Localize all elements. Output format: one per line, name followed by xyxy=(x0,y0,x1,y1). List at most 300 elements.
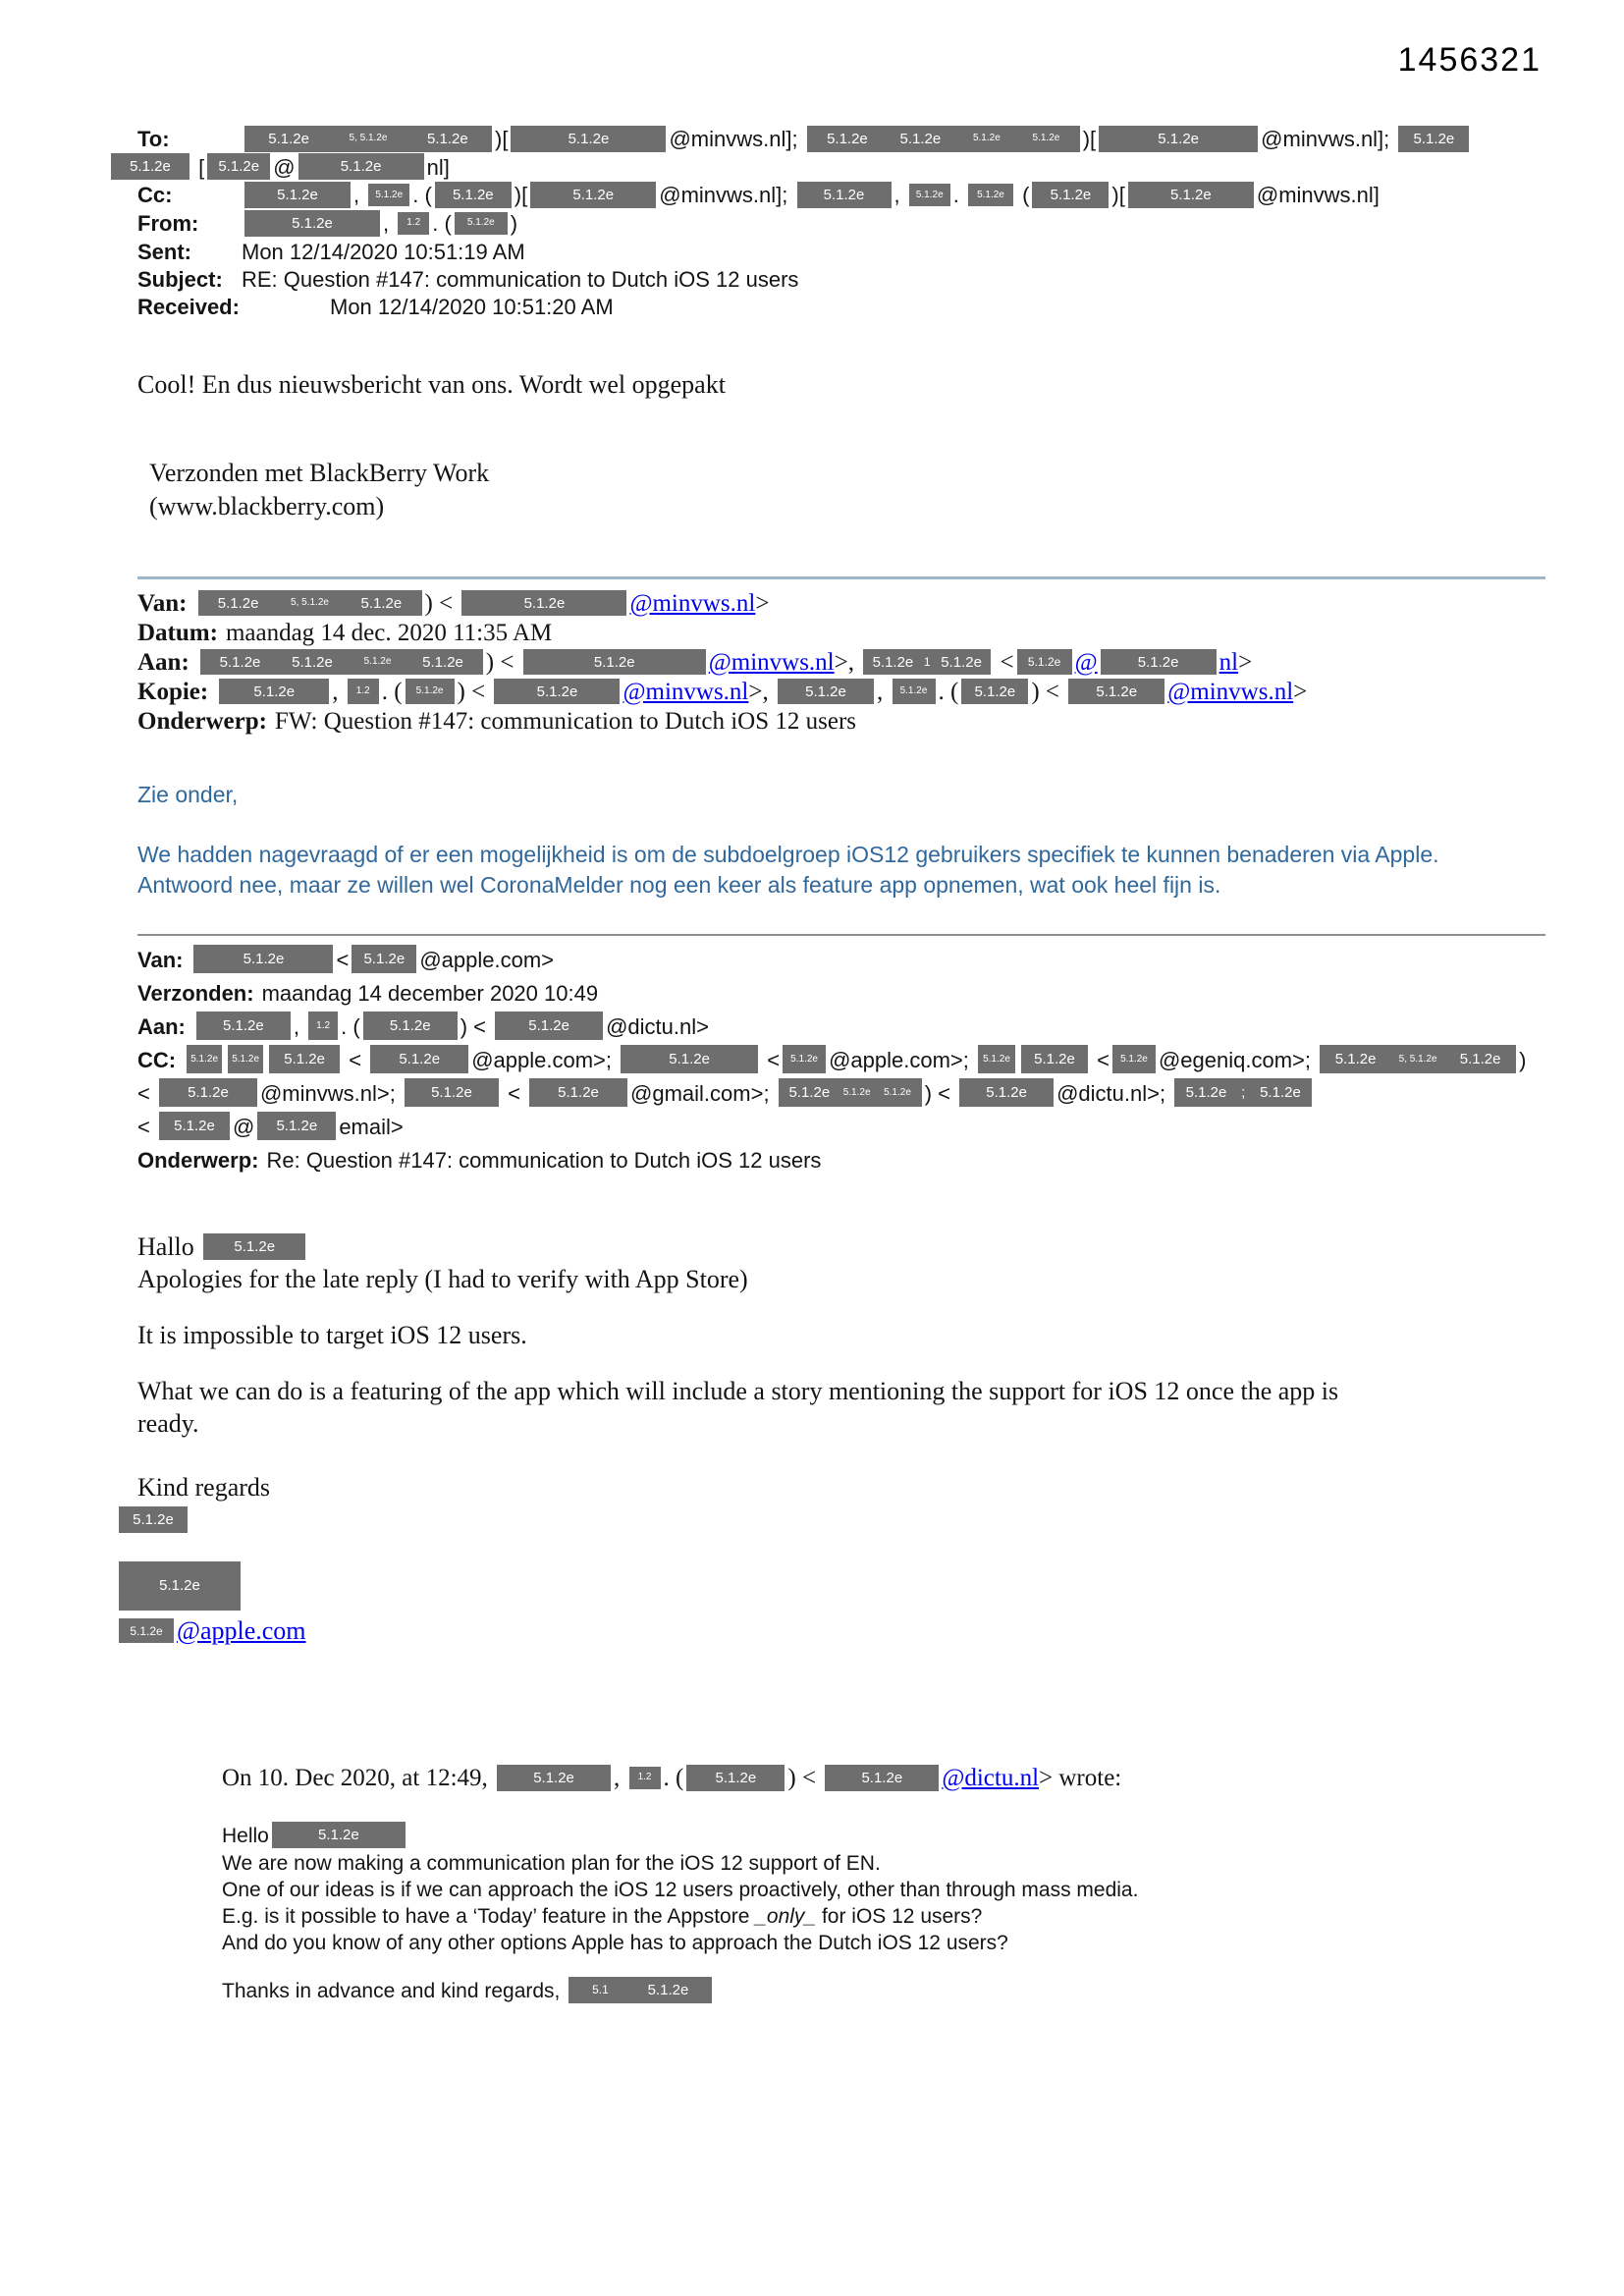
redaction-box xyxy=(435,182,512,208)
redaction-box xyxy=(825,1765,939,1791)
text-run: @dictu.nl> xyxy=(606,1013,709,1039)
redaction-box xyxy=(1021,1045,1088,1073)
redaction-label: 5.1.2e xyxy=(1413,130,1455,147)
redaction-label: 5.1.2e xyxy=(427,130,468,147)
greeting: Zie onder, xyxy=(137,781,239,807)
redaction-label: 5.1.2e xyxy=(415,685,444,697)
signature-line: Verzonden met BlackBerry Work xyxy=(149,458,490,487)
page-number: 1456321 xyxy=(1397,41,1542,79)
redaction-box xyxy=(1128,182,1254,208)
redaction-box xyxy=(968,184,1013,206)
text-run: @ xyxy=(232,1114,255,1139)
redaction-label: 1.2 xyxy=(406,217,421,229)
redaction-label: 5.1.2e xyxy=(977,189,1004,200)
email-link[interactable]: @minvws.nl xyxy=(623,678,749,705)
redaction-label: 5.1.2e xyxy=(558,1084,599,1102)
text-run: @minvws.nl]; xyxy=(659,183,794,208)
header-row-from xyxy=(137,210,1545,239)
header-field-label: Cc: xyxy=(137,183,173,208)
header-row-received xyxy=(137,294,1545,321)
text-run: ( xyxy=(1015,183,1030,208)
redaction-box xyxy=(1032,182,1109,208)
header-field-value xyxy=(242,210,1545,239)
redaction-box xyxy=(1174,1078,1312,1107)
text-run: , xyxy=(332,678,345,705)
redaction-label: 5.1.2e xyxy=(827,130,868,147)
redaction-box xyxy=(909,184,950,206)
paragraph-line xyxy=(222,1850,1545,1877)
text-run: > xyxy=(755,589,770,617)
redaction-label: 5.1.2e xyxy=(972,133,1001,144)
redaction-box xyxy=(207,153,270,180)
redaction-box xyxy=(1068,679,1164,704)
redaction-label: 5.1.2e xyxy=(1459,1051,1501,1068)
redaction-label: 5.1.2e xyxy=(223,1017,264,1035)
header-field-label: Verzonden: xyxy=(137,980,254,1006)
blackberry-signature xyxy=(149,457,1545,523)
redaction-label: 5.1.2e xyxy=(159,1577,200,1595)
paragraph-line xyxy=(222,1978,1545,2005)
text-run: )[ xyxy=(495,127,509,151)
redaction-label: 5.1.2e xyxy=(452,187,494,204)
redaction-label: 5.1.2e xyxy=(188,1084,229,1102)
quote-body xyxy=(222,1823,1545,2005)
redaction-box xyxy=(370,1045,468,1073)
redaction-box xyxy=(269,1045,340,1073)
text-run: One of our ideas is if we can approach the iOS 12 users proactively, other than through mass media. xyxy=(222,1878,1139,1901)
redaction-box xyxy=(530,182,656,208)
header-field-value xyxy=(242,126,1545,154)
header-field-value xyxy=(242,239,1545,266)
redaction-label: 5.1.2e xyxy=(318,1826,359,1843)
redaction-box xyxy=(159,1078,257,1107)
redaction-box xyxy=(455,212,508,235)
redaction-label: 5.1.2e xyxy=(422,653,463,671)
redaction-label: 5.1.2e xyxy=(861,1769,903,1786)
header-field-value xyxy=(226,620,552,646)
redaction-label: 5.1.2e xyxy=(340,158,382,176)
header-row-to xyxy=(137,126,1545,154)
paragraph-line xyxy=(137,1319,1545,1351)
text-run: , xyxy=(877,678,890,705)
text-run: We are now making a communication plan for the iOS 12 support of EN. xyxy=(222,1851,881,1875)
redaction-box xyxy=(405,1078,499,1107)
header-field-label: Van: xyxy=(137,947,184,972)
redaction-label: 5, 5.1.2e xyxy=(1398,1053,1437,1065)
header-field-label: Sent: xyxy=(137,239,191,264)
email-link[interactable]: @minvws.nl xyxy=(1167,678,1294,705)
redaction-box xyxy=(406,679,455,704)
header-row-verzonden xyxy=(137,977,1545,1011)
text-run: < xyxy=(336,947,350,972)
redaction-box xyxy=(219,679,329,704)
header-field-value xyxy=(216,679,1307,705)
header-row-onderwerp xyxy=(137,707,1545,737)
redaction-label: 5.1.2e xyxy=(536,683,578,700)
redaction-box xyxy=(686,1765,785,1791)
paragraph-line xyxy=(222,1823,1545,1850)
text-run: for iOS 12 users? xyxy=(816,1904,983,1928)
paragraph-line xyxy=(222,1903,1545,1930)
header-field-value xyxy=(184,1048,1526,1072)
redaction-box xyxy=(494,679,620,704)
redaction-label: 5.1.2e xyxy=(130,1623,163,1638)
redaction-label: 5.1.2e xyxy=(375,189,404,200)
text-run: nl] xyxy=(426,154,450,180)
header-field-label: CC: xyxy=(137,1047,177,1072)
header-row-to-continued xyxy=(108,154,1545,183)
header-field-value xyxy=(195,590,770,617)
email-link[interactable]: @ xyxy=(1074,648,1098,676)
email-link[interactable]: @minvws.nl xyxy=(629,589,756,617)
redaction-label: 5.1.2e xyxy=(363,656,392,668)
text-run: maandag 14 dec. 2020 11:35 AM xyxy=(225,619,553,646)
header-field-label: Aan: xyxy=(137,1013,186,1039)
header-row-sent xyxy=(137,239,1545,266)
redaction-label: 5.1.2e xyxy=(1032,133,1060,144)
header-field-label: From: xyxy=(137,211,199,237)
text-run: What we can do is a featuring of the app which will include a story mentioning the support for iOS 12 once the app is xyxy=(137,1376,1339,1405)
paragraph-line: Antwoord nee, maar ze willen wel CoronaMelder nog een keer als feature app opnemen, wat ook heel fijn is. xyxy=(137,871,1221,898)
paragraph-line xyxy=(137,1407,1545,1440)
paragraph-line xyxy=(222,1877,1545,1903)
redaction-label: 5.1.2e xyxy=(232,1053,260,1065)
email-link[interactable]: @apple.com xyxy=(177,1615,306,1645)
redaction-label: 5.1.2e xyxy=(217,594,259,612)
text-run: ) < xyxy=(457,678,492,705)
email-link[interactable]: @dictu.nl xyxy=(942,1764,1040,1791)
text-run: Apologies for the late reply (I had to verify with App Store) xyxy=(137,1264,748,1293)
redaction-box xyxy=(529,1078,627,1107)
redaction-box xyxy=(978,1045,1015,1073)
redaction-box xyxy=(1320,1045,1516,1073)
redaction-label: 5.1.2e xyxy=(568,130,610,147)
redaction-box xyxy=(257,1112,336,1140)
text-run: On 10. Dec 2020, at 12:49, xyxy=(222,1764,495,1791)
redaction-box xyxy=(807,126,1080,152)
redaction-box xyxy=(159,1112,230,1140)
redaction-box xyxy=(244,210,380,237)
paragraph-line xyxy=(137,1471,1545,1503)
redaction-box xyxy=(523,649,706,675)
redaction-box xyxy=(198,590,422,616)
redaction-box xyxy=(348,679,379,704)
redaction-box xyxy=(1099,126,1258,152)
text-run: ) < xyxy=(460,1013,493,1039)
redaction-box xyxy=(797,182,892,208)
header-row-van xyxy=(137,944,1545,977)
header-field-value xyxy=(242,294,1545,321)
redaction-label: 5.1.2e xyxy=(133,1511,174,1529)
signature-redaction xyxy=(116,1503,1545,1536)
text-run: [ xyxy=(192,154,205,180)
redaction-label: 5.1.2e xyxy=(974,683,1016,700)
signature-email xyxy=(116,1614,1545,1647)
redaction-box xyxy=(187,1045,222,1073)
header-field-label: Subject: xyxy=(137,266,223,292)
text-run: )[ xyxy=(1082,127,1097,151)
text-run: ) < xyxy=(485,648,520,676)
text-run: >, xyxy=(834,648,861,676)
redaction-box xyxy=(779,1078,922,1107)
header-row-datum xyxy=(137,619,1545,648)
redaction-label: 5.1.2e xyxy=(1050,187,1092,204)
redaction-label: 5.1.2e xyxy=(805,683,846,700)
text-run: ) < xyxy=(1031,678,1066,705)
text-run: @dictu.nl>; xyxy=(1056,1080,1172,1106)
text-run: @egeniq.com>; xyxy=(1158,1047,1318,1072)
text-run: @minvws.nl]; xyxy=(669,127,804,151)
text-run: . ( xyxy=(412,183,432,208)
text-run: < xyxy=(137,1080,156,1106)
paragraph-line xyxy=(137,1263,1545,1295)
redaction-label: ; xyxy=(1241,1084,1246,1102)
text-run: @minvws.nl]; xyxy=(1261,127,1396,151)
message-body-blue xyxy=(137,782,1545,901)
redaction-label: 5, 5.1.2e xyxy=(291,597,329,609)
redaction-label: 5.1.2e xyxy=(983,1053,1010,1065)
redaction-label: 5.1.2e xyxy=(234,1238,276,1256)
text-run: )[ xyxy=(514,183,528,208)
text-run: Kind regards xyxy=(137,1472,271,1502)
text-run: < xyxy=(343,1047,368,1072)
paragraph-line: We hadden nagevraagd of er een mogelijkheid is om de subdoelgroep iOS12 gebruikers specifiek te kunnen benaderen via Apple. xyxy=(137,841,1439,867)
redaction-box xyxy=(119,1506,188,1533)
text-run: < xyxy=(137,1114,156,1139)
header-row-cc-continued xyxy=(137,1077,1545,1111)
redaction-label: 1.2 xyxy=(355,685,370,697)
header-field-label: Van: xyxy=(137,589,188,617)
redaction-label: 5.1 xyxy=(592,1983,609,1997)
quoted-message xyxy=(222,1763,1545,2005)
text-run: ) < xyxy=(787,1764,823,1791)
text-run: @minvws.nl] xyxy=(1256,183,1380,208)
text-run: )[ xyxy=(1111,183,1125,208)
redaction-box xyxy=(1101,649,1217,675)
email-link[interactable]: nl xyxy=(1218,648,1239,676)
text-run: email> xyxy=(339,1114,404,1139)
redaction-box xyxy=(193,945,333,973)
redaction-box xyxy=(863,649,991,675)
redaction-box xyxy=(961,679,1028,704)
email-header-forward xyxy=(137,589,1545,737)
redaction-label: 5.1.2e xyxy=(1027,655,1061,670)
text-run: > wrote: xyxy=(1039,1764,1122,1791)
redaction-label: 5.1.2e xyxy=(399,1051,441,1068)
redaction-label: 5.1.2e xyxy=(389,1017,431,1035)
redaction-label: 5.1.2e xyxy=(1260,1084,1301,1102)
text-run: > xyxy=(1238,648,1253,676)
header-row-cc xyxy=(137,182,1545,210)
redaction-box xyxy=(629,1767,661,1789)
redaction-box xyxy=(778,679,874,704)
text-run: Re: Question #147: communication to Dutch iOS 12 users xyxy=(266,1147,822,1173)
redaction-label: 5.1.2e xyxy=(1170,187,1212,204)
redaction-label: 5.1.2e xyxy=(466,217,495,229)
redaction-box xyxy=(200,649,483,675)
text-run: , xyxy=(893,183,906,208)
redaction-label: 5.1.2e xyxy=(941,653,982,671)
header-field-value xyxy=(197,649,1252,676)
text-run: E.g. is it possible to have a ‘Today’ feature in the Appstore xyxy=(222,1904,756,1928)
redaction-label: 5.1.2e xyxy=(572,187,615,204)
redaction-label: 5.1.2e xyxy=(174,1118,215,1135)
text-run: >, xyxy=(748,678,775,705)
redaction-box xyxy=(511,126,666,152)
header-field-label: Aan: xyxy=(137,648,189,676)
divider xyxy=(137,934,1545,936)
redaction-box xyxy=(203,1233,305,1260)
text-run: @apple.com> xyxy=(419,947,555,972)
redaction-label: 5.1.2e xyxy=(842,1086,871,1098)
redaction-label: 5.1.2e xyxy=(790,1053,818,1065)
redaction-label: 5.1.2e xyxy=(277,187,318,204)
text-run: , xyxy=(614,1764,626,1791)
text-run: maandag 14 december 2020 10:49 xyxy=(261,980,599,1006)
redaction-box xyxy=(119,1618,174,1643)
redaction-label: 5.1.2e xyxy=(243,951,285,968)
paragraph xyxy=(137,840,1545,901)
redaction-label: 5.1.2e xyxy=(190,1053,219,1065)
text-run: , xyxy=(293,1013,306,1039)
text-run: . ( xyxy=(341,1013,360,1039)
redaction-box xyxy=(893,679,936,704)
text-run: . ( xyxy=(663,1764,684,1791)
redaction-box xyxy=(398,212,429,235)
redaction-box xyxy=(461,590,626,616)
redaction-box xyxy=(495,1011,603,1040)
redaction-label: 5.1.2e xyxy=(284,1051,325,1068)
header-row-cc-continued xyxy=(137,1111,1545,1144)
text-run: > xyxy=(1293,678,1308,705)
redaction-box xyxy=(298,153,424,180)
header-field-value xyxy=(190,948,554,972)
header-row-aan xyxy=(137,648,1545,678)
header-field-label: To: xyxy=(137,127,170,151)
redaction-label: 5.1.2e xyxy=(292,214,333,232)
redaction-label: 5.1.2e xyxy=(647,1981,689,1998)
text-run: < xyxy=(501,1080,527,1106)
redaction-label: 5.1.2e xyxy=(431,1084,472,1102)
redaction-label: 5.1.2e xyxy=(218,158,260,176)
redaction-label: 5.1.2e xyxy=(823,187,865,204)
redaction-label: 5.1.2e xyxy=(292,653,333,671)
header-field-value xyxy=(193,1014,709,1039)
message-body-top xyxy=(137,370,1545,400)
redaction-box xyxy=(308,1011,338,1040)
redaction-box xyxy=(119,1561,241,1611)
text-run: , xyxy=(353,183,366,208)
redaction-box xyxy=(1017,649,1072,675)
text-run: Mon 12/14/2020 10:51:20 AM xyxy=(330,294,614,319)
redaction-box xyxy=(196,1011,291,1040)
text-run: ) < xyxy=(424,589,460,617)
quote-intro-line xyxy=(222,1763,1545,1793)
header-field-label: Received: xyxy=(137,294,240,319)
header-field-value xyxy=(242,266,1545,294)
redaction-box xyxy=(1112,1045,1156,1073)
paragraph: Cool! En dus nieuwsbericht van ons. Wordt wel opgepakt xyxy=(137,369,726,399)
redaction-box xyxy=(621,1045,758,1073)
redaction-box xyxy=(959,1078,1054,1107)
redaction-box xyxy=(368,184,409,206)
italic-text: _only_ xyxy=(755,1904,817,1928)
redaction-label: 5.1.2e xyxy=(1334,1051,1377,1068)
text-run: < xyxy=(994,648,1014,676)
text-run: Hello xyxy=(222,1824,269,1847)
text-run: @gmail.com>; xyxy=(630,1080,776,1106)
email-link[interactable]: @minvws.nl xyxy=(708,648,835,676)
redaction-label: 5, 5.1.2e xyxy=(349,133,388,144)
text-run: . ( xyxy=(938,678,959,705)
text-run: . ( xyxy=(432,211,452,237)
header-field-value xyxy=(275,708,856,735)
message-body-apple xyxy=(130,1230,1545,1647)
redaction-box xyxy=(244,126,492,152)
redaction-label: 1.2 xyxy=(637,1772,652,1783)
redaction-label: 5.1.2e xyxy=(986,1084,1027,1102)
redaction-box xyxy=(497,1765,611,1791)
redaction-box xyxy=(352,945,416,973)
divider xyxy=(137,576,1545,579)
text-run: @ xyxy=(273,154,296,180)
redaction-label: 5.1.2e xyxy=(884,1086,911,1098)
header-row-kopie xyxy=(137,678,1545,707)
redaction-box xyxy=(272,1822,406,1848)
redaction-label: 5.1.2e xyxy=(899,685,928,697)
redaction-label: 1 xyxy=(923,655,931,670)
paragraph-line xyxy=(137,1375,1545,1407)
text-run: @apple.com>; xyxy=(829,1047,975,1072)
text-run: < xyxy=(761,1047,781,1072)
redaction-label: 5.1.2e xyxy=(788,1084,831,1102)
text-run: FW: Question #147: communication to Dutch iOS 12 users xyxy=(274,707,856,735)
text-run: ready. xyxy=(137,1408,199,1438)
header-row-aan xyxy=(137,1011,1545,1044)
redaction-label: 5.1.2e xyxy=(915,189,944,200)
redaction-label: 5.1.2e xyxy=(1096,683,1138,700)
redaction-label: 5.1.2e xyxy=(715,1769,757,1786)
header-field-label: Onderwerp: xyxy=(137,1147,259,1173)
redaction-box xyxy=(228,1045,263,1073)
redaction-label: 5.1.2e xyxy=(533,1769,574,1786)
redaction-label: 5.1.2e xyxy=(872,653,914,671)
text-run: Mon 12/14/2020 10:51:19 AM xyxy=(242,239,525,264)
text-run: . xyxy=(952,183,965,208)
email-header-outlook xyxy=(130,126,1545,321)
redaction-box xyxy=(783,1045,826,1073)
redaction-label: 5.1.2e xyxy=(360,594,403,612)
text-run: @apple.com>; xyxy=(471,1047,619,1072)
redaction-box xyxy=(1398,126,1469,152)
redaction-label: 5.1.2e xyxy=(363,951,406,968)
text-run: And do you know of any other options Apple has to approach the Dutch iOS 12 users? xyxy=(222,1931,1008,1954)
text-run: RE: Question #147: communication to Dutch iOS 12 users xyxy=(242,266,799,292)
redaction-label: 5.1.2e xyxy=(1158,130,1200,147)
redaction-label: 5.1.2e xyxy=(1120,1053,1148,1065)
signature-line: (www.blackberry.com) xyxy=(149,491,385,520)
redaction-label: 5.1.2e xyxy=(1185,1084,1227,1102)
header-row-onderwerp xyxy=(137,1144,1545,1177)
redaction-label: 5.1.2e xyxy=(1034,1051,1075,1068)
redaction-label: 5.1.2e xyxy=(1137,653,1179,671)
redaction-label: 5.1.2e xyxy=(268,130,309,147)
text-run: ) < xyxy=(924,1080,957,1106)
text-run: It is impossible to target iOS 12 users. xyxy=(137,1320,527,1349)
redaction-box xyxy=(363,1011,458,1040)
redaction-label: 1.2 xyxy=(316,1019,331,1031)
text-run: @minvws.nl>; xyxy=(259,1080,402,1106)
